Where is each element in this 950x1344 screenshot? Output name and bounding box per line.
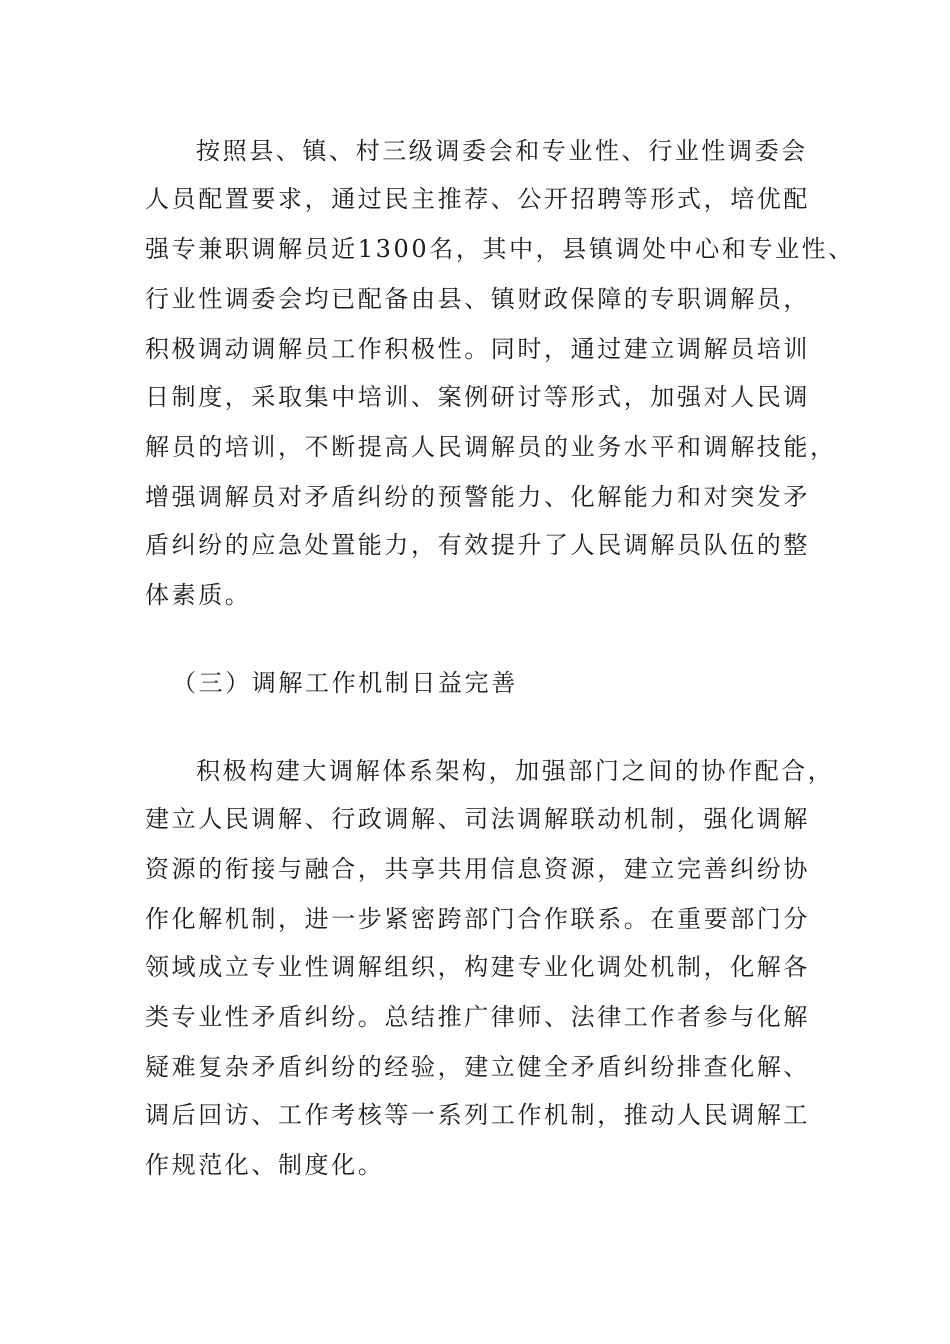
paragraph-2-line-6: 类专业性矛盾纠纷。总结推广律师、法律工作者参与化解 — [145, 1003, 810, 1031]
paragraph-1-line-7: 解员的培训，不断提高人民调解员的业务水平和调解技能， — [145, 433, 837, 461]
paragraph-1-line-1: 按照县、镇、村三级调委会和专业性、行业性调委会 — [196, 137, 808, 165]
paragraph-1-line-10: 体素质。 — [145, 581, 252, 609]
paragraph-2-line-9: 作规范化、制度化。 — [145, 1151, 385, 1179]
paragraph-1-line-6: 日制度，采取集中培训、案例研讨等形式，加强对人民调 — [145, 383, 810, 411]
paragraph-2-line-3: 资源的衔接与融合，共享共用信息资源，建立完善纠纷协 — [145, 855, 810, 883]
paragraph-1-line-2: 人员配置要求，通过民主推荐、公开招聘等形式，培优配 — [145, 185, 810, 213]
paragraph-1-line-3: 强专兼职调解员近1300名，其中，县镇调处中心和专业性、 — [145, 235, 855, 263]
paragraph-1-line-9: 盾纠纷的应急处置能力，有效提升了人民调解员队伍的整 — [145, 531, 810, 559]
paragraph-2-line-7: 疑难复杂矛盾纠纷的经验，建立健全矛盾纠纷排查化解、 — [145, 1053, 810, 1081]
paragraph-2-line-8: 调后回访、工作考核等一系列工作机制，推动人民调解工 — [145, 1101, 810, 1129]
paragraph-1-line-8: 增强调解员对矛盾纠纷的预警能力、化解能力和对突发矛 — [145, 483, 810, 511]
paragraph-2-line-2: 建立人民调解、行政调解、司法调解联动机制，强化调解 — [145, 805, 810, 833]
section-heading: （三）调解工作机制日益完善 — [172, 669, 518, 697]
paragraph-2-line-1: 积极构建大调解体系架构，加强部门之间的协作配合， — [196, 757, 835, 785]
paragraph-1-line-4: 行业性调委会均已配备由县、镇财政保障的专职调解员， — [145, 285, 810, 313]
paragraph-2-line-4: 作化解机制，进一步紧密跨部门合作联系。在重要部门分 — [145, 905, 810, 933]
paragraph-1-line-5: 积极调动调解员工作积极性。同时，通过建立调解员培训 — [145, 335, 810, 363]
paragraph-2-line-5: 领域成立专业性调解组织，构建专业化调处机制，化解各 — [145, 953, 810, 981]
